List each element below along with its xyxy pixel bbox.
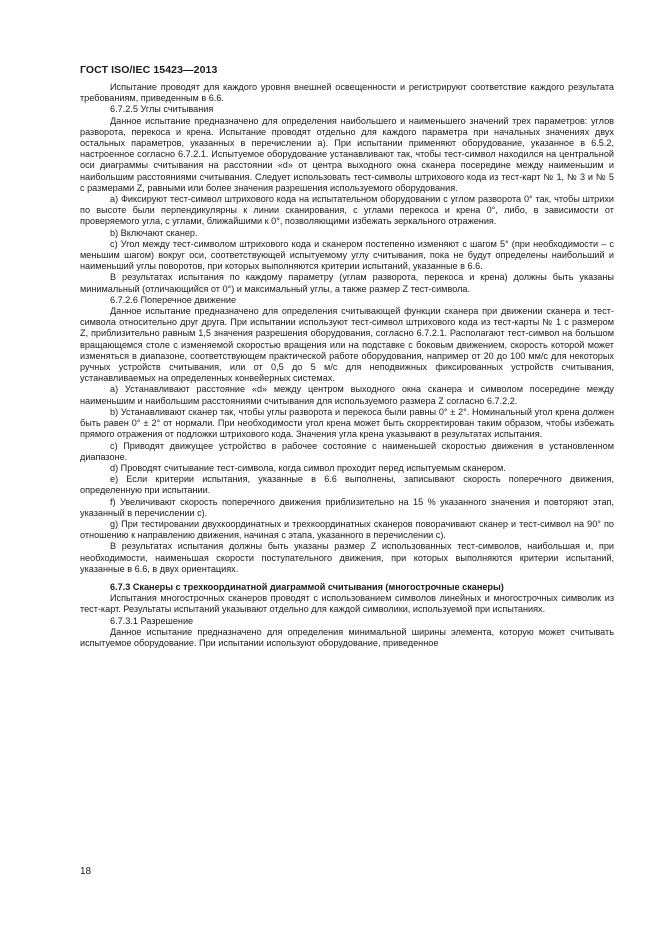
paragraph: В результатах испытания должны быть указаны размер Z использованных тест-символов, наибольшая и, при необходимости, наименьшая скорости поступательного движения, при которых выполняются критерии испытаний, указанные в 6.6, в двух ориентациях. (80, 541, 614, 574)
list-item: а) Устанавливают расстояние «d» между центром выходного окна сканера и символом посередине между наименьшим и наибольшим расстояниями считывания для используемого размера Z согласно 6.7.2.2. (80, 384, 614, 406)
list-item: с) Приводят движущее устройство в рабочее состояние с наименьшей скоростью движения в установленном диапазоне. (80, 440, 614, 462)
subsection-heading: 6.7.2.5 Углы считывания (110, 104, 214, 115)
list-item: d) Проводят считывание тест-символа, когда символ проходит перед испытуемым сканером. (110, 462, 506, 473)
paragraph: Испытание проводят для каждого уровня внешней освещенности и регистрируют соответствие каждого результата требованиям, приведенным в 6.6. (80, 82, 614, 104)
section-heading: 6.7.3 Сканеры с трехкоординатной диаграммой считывания (многострочные сканеры) (110, 581, 504, 592)
list-item: f) Увеличивают скорость поперечного движения приблизительно на 15 % указанного значения и повторяют этап, указанный в перечислении с). (80, 496, 614, 518)
list-item: е) Если критерии испытания, указанные в 6.6 выполнены, записывают скорость поперечного движения, определенную при испытании. (80, 474, 614, 496)
paragraph: Данное испытание предназначено для определения считывающей функции сканера при движении сканера и тест-символа относительно друг друга. При испытании используют тест-символ штрихового кода из тест-карты № 1 с размером Z, приблизительно равным 1,5 значения разрешения оборудования, согласно 6.7.2.1. Располагают тест-символ на большом вращающемся столе с изменяемой скоростью вращения или на подставке с боковым движением, скорость которой может изменяться в диапазоне, соответствующем практической работе оборудования, например от 20 до 100 мм/с для некоторых ручных устройств считывания, или от 0,5 до 5 м/с для неподвижных фиксированных устройств считывания, устанавливаемых на определенных конвейерных системах. (80, 306, 614, 384)
paragraph: Данное испытание предназначено для определения наибольшего и наименьшего значений трех параметров: углов разворота, перекоса и крена. Испытание проводят отдельно для каждого параметра при начальных значениях двух остальных параметров, указанных в перечислении а). При испытании применяют оборудование, указанное в 6.5.2, настроенное согласно 6.7.2.1. Испытуемое оборудование устанавливают так, чтобы тест-символ находился на центральной оси диаграммы считывания на расстоянии «d» от центра выходного окна сканера посередине между наименьшим и наибольшим расстояниями считывания. Следует использовать тест-символы штрихового кода из тест-карт № 1, № 3 и № 5 с размерами Z, равными или более значения разрешения используемого оборудования. (80, 115, 614, 193)
list-item: с) Угол между тест-символом штрихового кода и сканером постепенно изменяют с шагом 5° (при необходимости – с меньшим шагом) вокруг оси, соответствующей испытуемому углу считывания, пока не будут определены наибольший и наименьший углы поворотов, при которых выполняются критерии испытаний, указанные в 6.6. (80, 238, 614, 272)
paragraph: В результатах испытания по каждому параметру (углам разворота, перекоса и крена) должны быть указаны минимальный (отличающийся от 0°) и максимальный углы, а также размер Z тест-символа. (80, 272, 614, 294)
list-item: b) Включают сканер. (110, 227, 198, 238)
list-item: а) Фиксируют тест-символ штрихового кода на испытательном оборудовании с углом разворота 0° так, чтобы штрихи по высоте были перпендикулярны к линии сканирования, с углами перекоса и крена 0°, либо, в зависимости от проверяемого угла, с углами, ближайшими к 0°, позволяющими избежать зеркального отражения. (80, 194, 614, 227)
page-number: 18 (80, 866, 92, 877)
subsection-heading: 6.7.2.6 Поперечное движение (110, 294, 237, 305)
subsection-heading: 6.7.3.1 Разрешение (110, 615, 194, 626)
document-body (80, 82, 614, 649)
document-header: ГОСТ ISO/IEC 15423—2013 (80, 64, 218, 76)
paragraph: Данное испытание предназначено для определения минимальной ширины элемента, которую может считывать испытуемое оборудование. При испытании используют оборудование, приведенное (80, 626, 614, 648)
paragraph: Испытания многострочных сканеров проводят с использованием символов линейных и многострочных символик из тест-карт. Результаты испытаний указывают отдельно для каждой символики, используемой при испытаниях. (80, 593, 614, 615)
list-item: g) При тестировании двухкоординатных и трехкоординатных сканеров поворачивают сканер и тест-символ на 90° по отношению к направлению движения, начиная с этапа, указанного в перечислении с). (80, 518, 614, 541)
list-item: b) Устанавливают сканер так, чтобы углы разворота и перекоса были равны 0° ± 2°. Номинальный угол крена должен быть равен 0° ± 2° от нормали. При необходимости угол крена может быть скорректирован таким образом, чтобы избежать прямого отражения от подложки штрихового кода. Значения угла крена указывают в результатах испытания. (80, 406, 614, 440)
